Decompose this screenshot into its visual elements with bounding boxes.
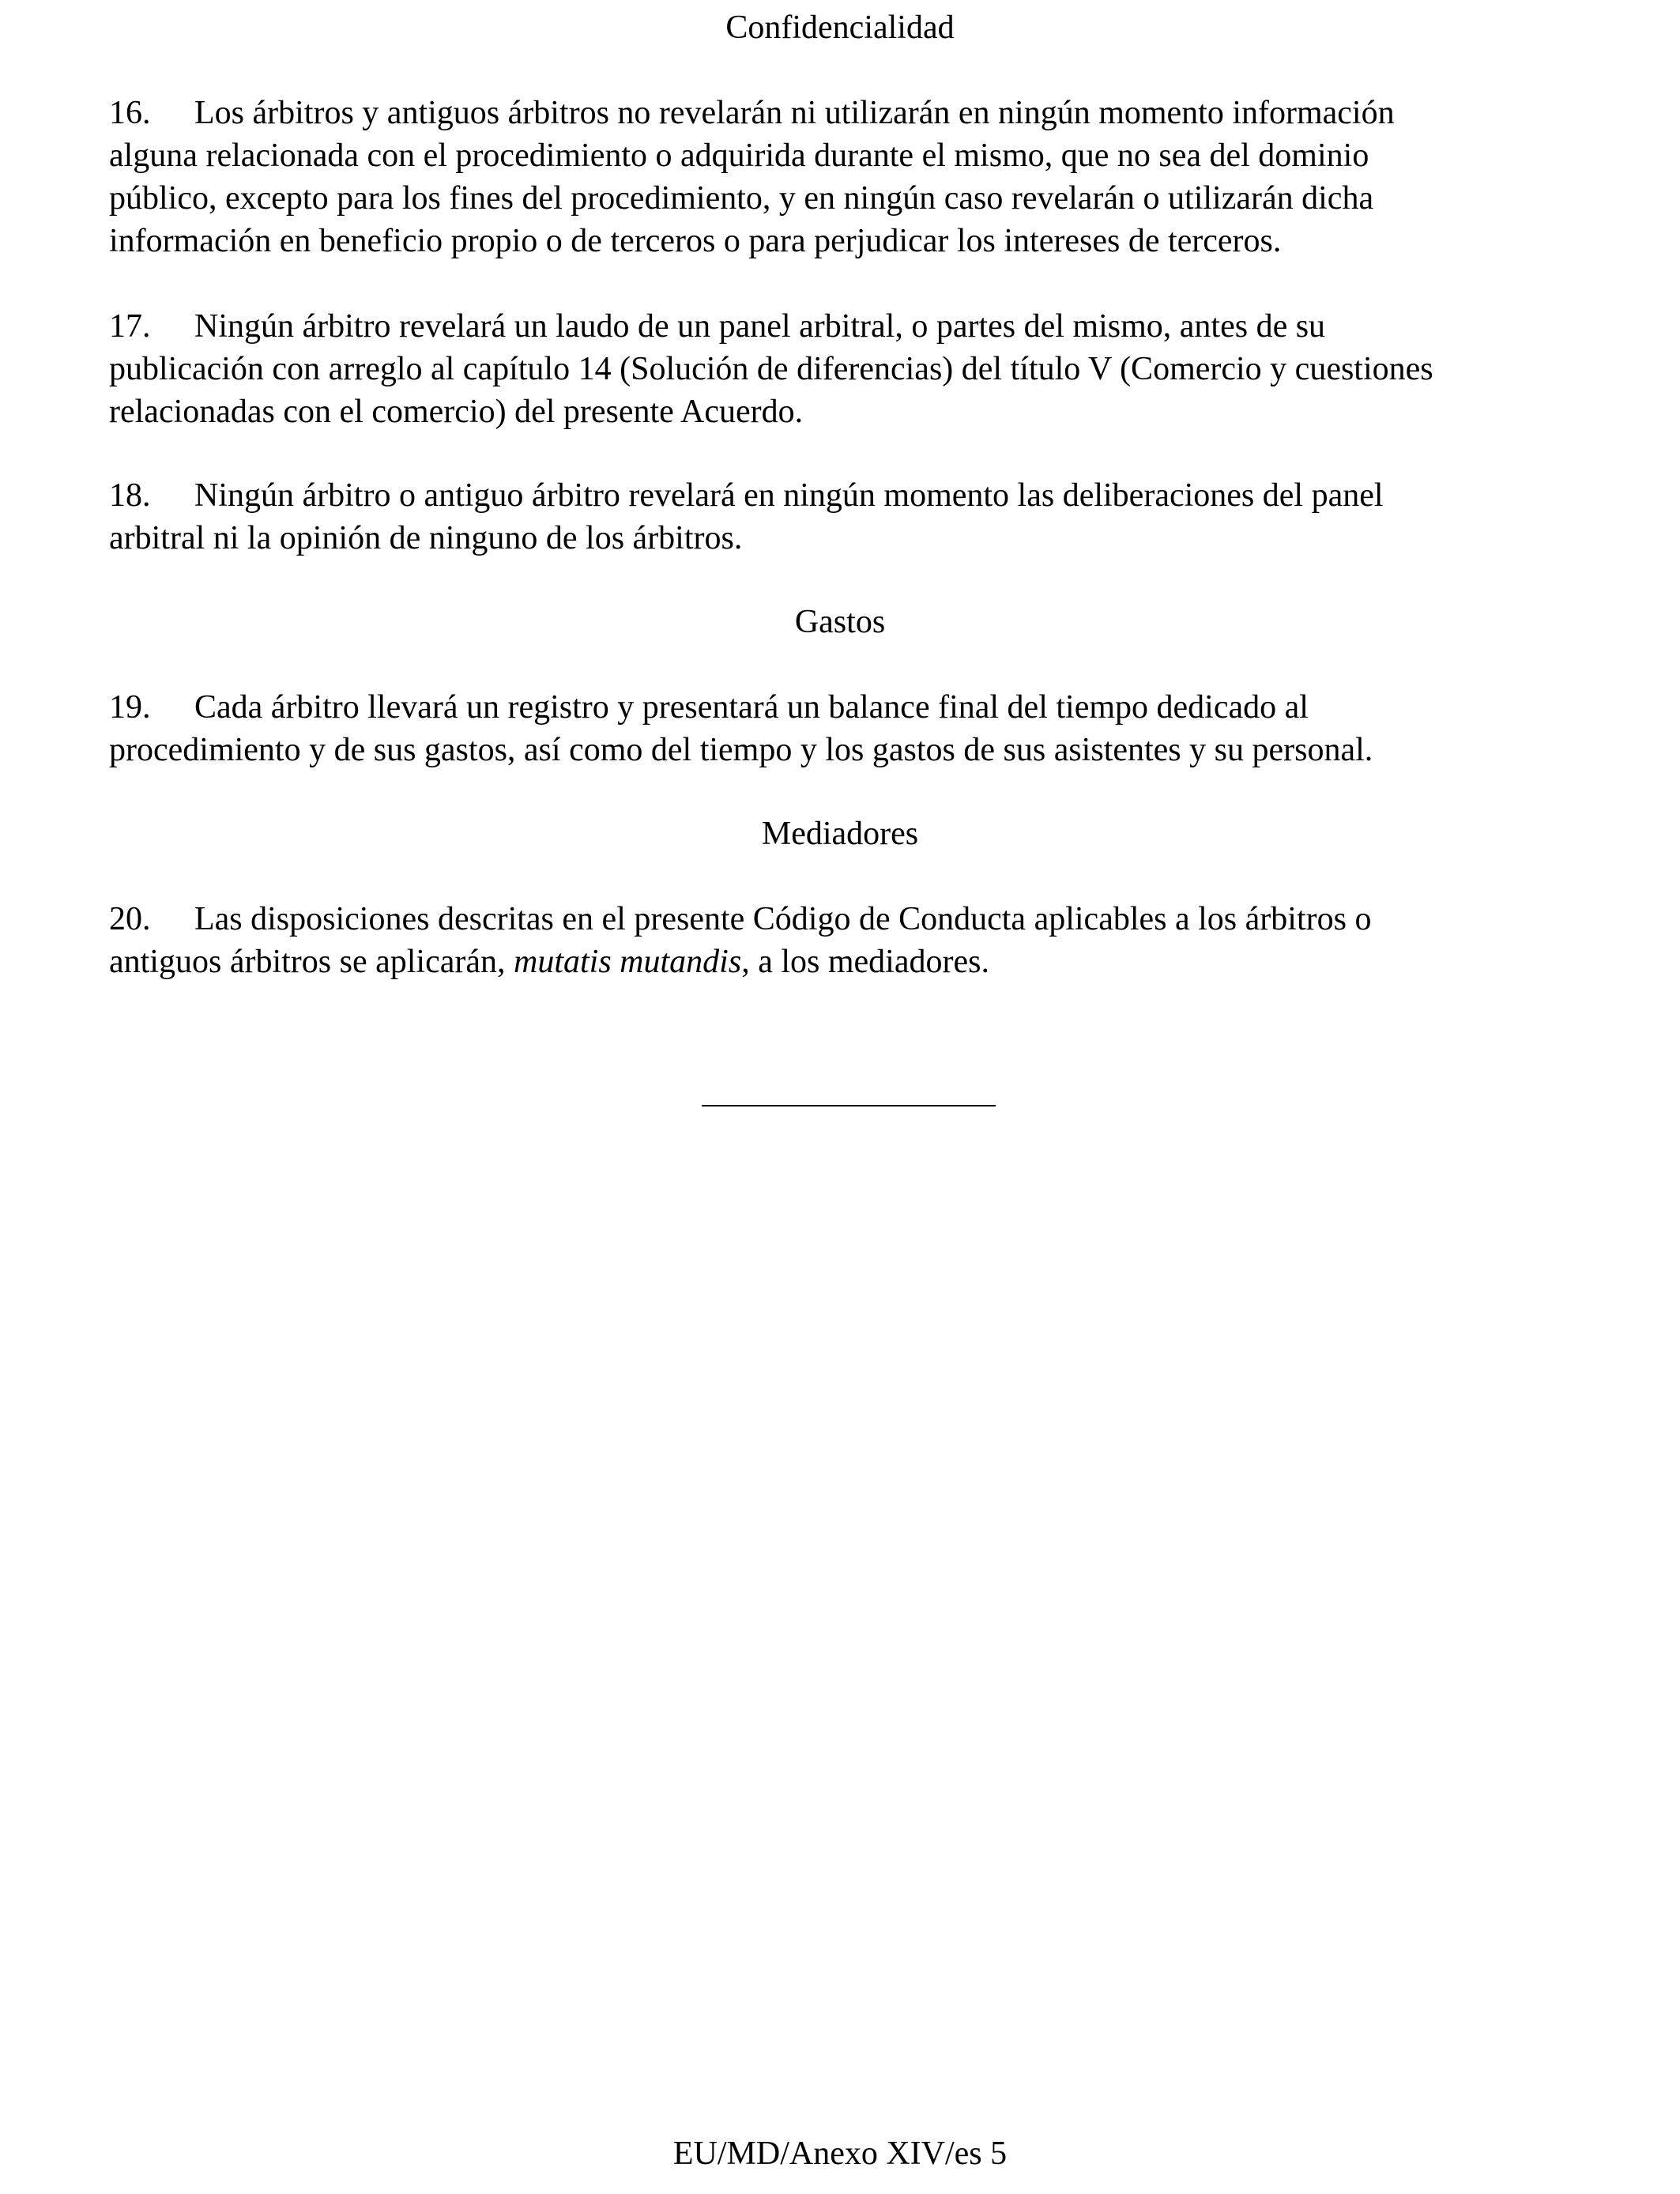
- paragraph-number: 16.: [109, 95, 151, 131]
- paragraph-text: antiguos árbitros se aplicarán,: [109, 944, 514, 980]
- section-heading-confidentiality: Confidencialidad: [725, 9, 955, 46]
- paragraph-line: arbitral ni la opinión de ninguno de los árbitros.: [109, 520, 743, 556]
- paragraph-line: alguna relacionada con el procedimiento o adquirida durante el mismo, que no sea del dominio: [109, 138, 1369, 174]
- paragraph-17: [109, 305, 1610, 433]
- paragraph-line: información en beneficio propio o de terceros o para perjudicar los intereses de terceros.: [109, 223, 1282, 259]
- paragraph-number: 20.: [109, 901, 151, 937]
- page-footer-reference: EU/MD/Anexo XIV/es 5: [672, 2136, 1008, 2172]
- paragraph-line: público, excepto para los fines del procedimiento, y en ningún caso revelarán o utilizarán dicha: [109, 180, 1374, 217]
- paragraph-number: 18.: [109, 477, 151, 514]
- paragraph-line: [109, 92, 1610, 134]
- paragraph-text: Cada árbitro llevará un registro y presentará un balance final del tiempo dedicado al: [194, 689, 1309, 726]
- section-heading-mediators: Mediadores: [761, 816, 919, 852]
- end-rule: [702, 1105, 996, 1106]
- paragraph-text: Los árbitros y antiguos árbitros no revelarán ni utilizarán en ningún momento información: [194, 95, 1395, 131]
- section-heading-expenses: Gastos: [794, 604, 886, 640]
- paragraph-text: Ningún árbitro revelará un laudo de un panel arbitral, o partes del mismo, antes de su: [194, 308, 1326, 345]
- paragraph-line: [109, 898, 1610, 941]
- paragraph-number: 19.: [109, 689, 151, 726]
- paragraph-line: [109, 474, 1610, 517]
- paragraph-line: procedimiento y de sus gastos, así como del tiempo y los gastos de sus asistentes y su personal.: [109, 732, 1373, 768]
- paragraph-19: [109, 686, 1610, 771]
- paragraph-line: relacionadas con el comercio) del presente Acuerdo.: [109, 394, 804, 430]
- paragraph-text: Ningún árbitro o antiguo árbitro revelará en ningún momento las deliberaciones del panel: [194, 477, 1384, 514]
- paragraph-line: publicación con arreglo al capítulo 14 (Solución de diferencias) del título V (Comercio y cuestiones: [109, 351, 1433, 387]
- latin-phrase: mutatis mutandis: [514, 944, 742, 980]
- paragraph-text: , a los mediadores.: [741, 944, 989, 980]
- paragraph-line: [109, 305, 1610, 348]
- paragraph-text: Las disposiciones descritas en el presente Código de Conducta aplicables a los árbitros o: [194, 901, 1372, 937]
- paragraph-number: 17.: [109, 308, 151, 345]
- paragraph-line: [109, 941, 1610, 983]
- paragraph-18: [109, 474, 1610, 560]
- paragraph-line: [109, 686, 1610, 729]
- paragraph-16: [109, 92, 1610, 262]
- paragraph-20: [109, 898, 1610, 983]
